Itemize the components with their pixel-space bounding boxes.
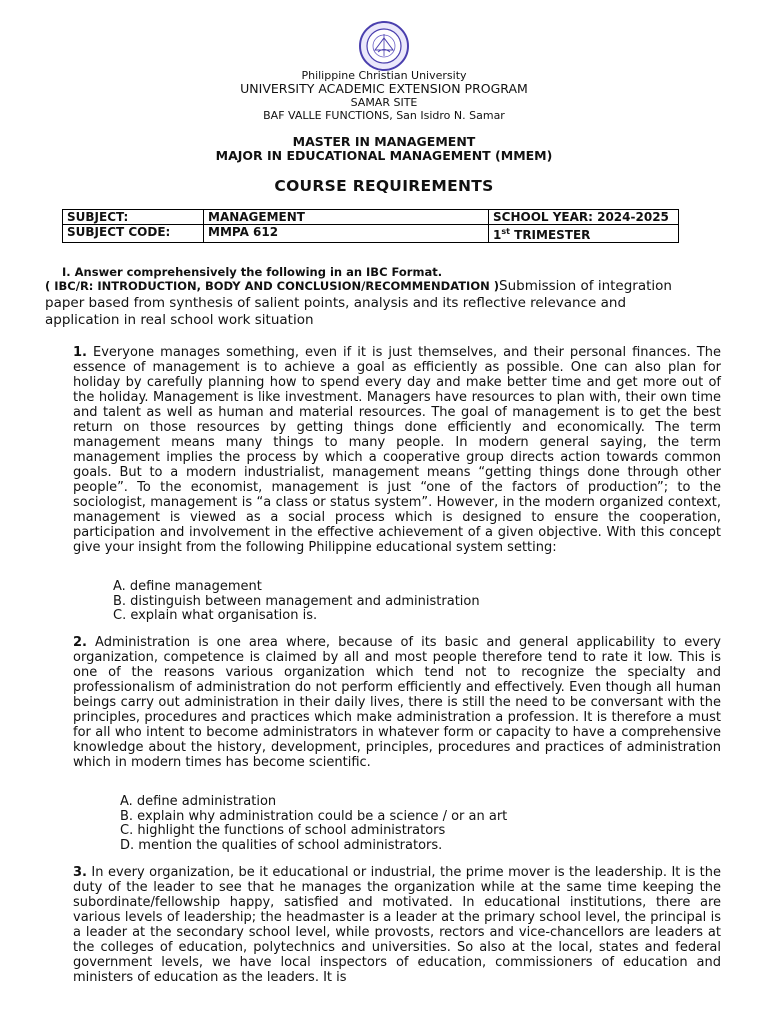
page-title: COURSE REQUIREMENTS xyxy=(274,177,494,195)
list-item: A. define administration xyxy=(120,794,277,809)
list-item: C. explain what organisation is. xyxy=(113,608,318,623)
instruction: I. Answer comprehensively the following in an IBC Format. xyxy=(62,265,443,279)
degree-title: MASTER IN MANAGEMENT xyxy=(292,134,476,149)
university-seal-logo xyxy=(351,20,417,72)
intro-text: Submission of integration paper based from synthesis of salient points, analysis and its reflective relevance and application in real school work situation xyxy=(45,278,672,328)
course-info-table xyxy=(62,209,679,243)
question-1: 1. Everyone manages something, even if it is just themselves, and their personal finances. The essence of management is to achieve a goal as efficiently as possible. One can also plan for holiday by carefully planning how to spend every day and make better time and get more out of the holiday. Management is like investment. Managers have resources to plan with, their own time and talent as well as human and material resources. The goal of management is to get the best return on those resources by getting things done efficiently and economically. The term management means many things to many people. In modern general saying, the term management implies the process by which a cooperative group directs action towards common goals. But to a modern industrialist, management means “getting things done through other people”. To the economist, management is just “one of the factors of production”; to the sociologist, management is “a class or status system”. However, in the modern organized context, management is viewed as a social process which is designed to ensure the cooperation, participation and involvement in the effective achievement of a given objective. With this concept give your insight from the following Philippine educational system setting: xyxy=(73,345,721,555)
table-row xyxy=(63,210,679,225)
question-2-items xyxy=(120,795,507,853)
site-name: SAMAR SITE xyxy=(350,96,418,109)
question-1-items xyxy=(113,580,480,624)
ibc-format-label: ( IBC/R: INTRODUCTION, BODY AND CONCLUSION/RECOMMENDATION ) xyxy=(45,279,499,293)
question-2: 2. Administration is one area where, because of its basic and general applicability to every organization, competence is claimed by all and most people therefore tend to rate it low. This is one of the reasons various organization which tend not to recognize the specialty and professionalism of administration do not perform efficiently and effectively. Even though all human beings carry out administration in their daily lives, there is still the need to be conversant with the principles, procedures and practices which make administration a profession. It is therefore a must for all who intent to become administrators in whatever form or capacity to have a comprehensive knowledge about the history, development, principles, procedures and practices of administration which in modern times has become scientific. xyxy=(73,635,721,770)
list-item: A. define management xyxy=(113,579,262,594)
list-item: D. mention the qualities of school administrators. xyxy=(120,837,443,853)
subject-label: SUBJECT: xyxy=(63,210,204,225)
trimester: 1st TRIMESTER xyxy=(489,225,679,243)
intro-paragraph xyxy=(45,278,685,329)
major-title: MAJOR IN EDUCATIONAL MANAGEMENT (MMEM) xyxy=(215,148,553,163)
list-item: C. highlight the functions of school administrators xyxy=(120,823,446,838)
list-item: B. explain why administration could be a science / or an art xyxy=(120,808,508,824)
subject-value: MANAGEMENT xyxy=(204,210,489,225)
list-item: B. distinguish between management and administration xyxy=(113,593,480,609)
school-year: SCHOOL YEAR: 2024-2025 xyxy=(489,210,679,225)
program-name: UNIVERSITY ACADEMIC EXTENSION PROGRAM xyxy=(240,81,528,96)
university-name: Philippine Christian University xyxy=(301,69,467,82)
question-3: 3. In every organization, be it educational or industrial, the prime mover is the leadership. It is the duty of the leader to see that he manages the organization while at the same time keeping the subordinate/fellowship happy, satisfied and motivated. In educational institutions, there are various levels of leadership; the headmaster is a leader at the primary school level, the principal is a leader at the secondary school level, while provosts, rectors and vice-chancellors are leaders at the colleges of education, polytechnics and universities. So also at the local, states and federal government levels, we have local inspectors of education, commissioners of education and ministers of education as the leaders. It is xyxy=(73,865,721,985)
site-address: BAF VALLE FUNCTIONS, San Isidro N. Samar xyxy=(263,109,505,122)
table-row xyxy=(63,225,679,243)
subject-code-value: MMPA 612 xyxy=(204,225,489,243)
subject-code-label: SUBJECT CODE: xyxy=(63,225,204,243)
